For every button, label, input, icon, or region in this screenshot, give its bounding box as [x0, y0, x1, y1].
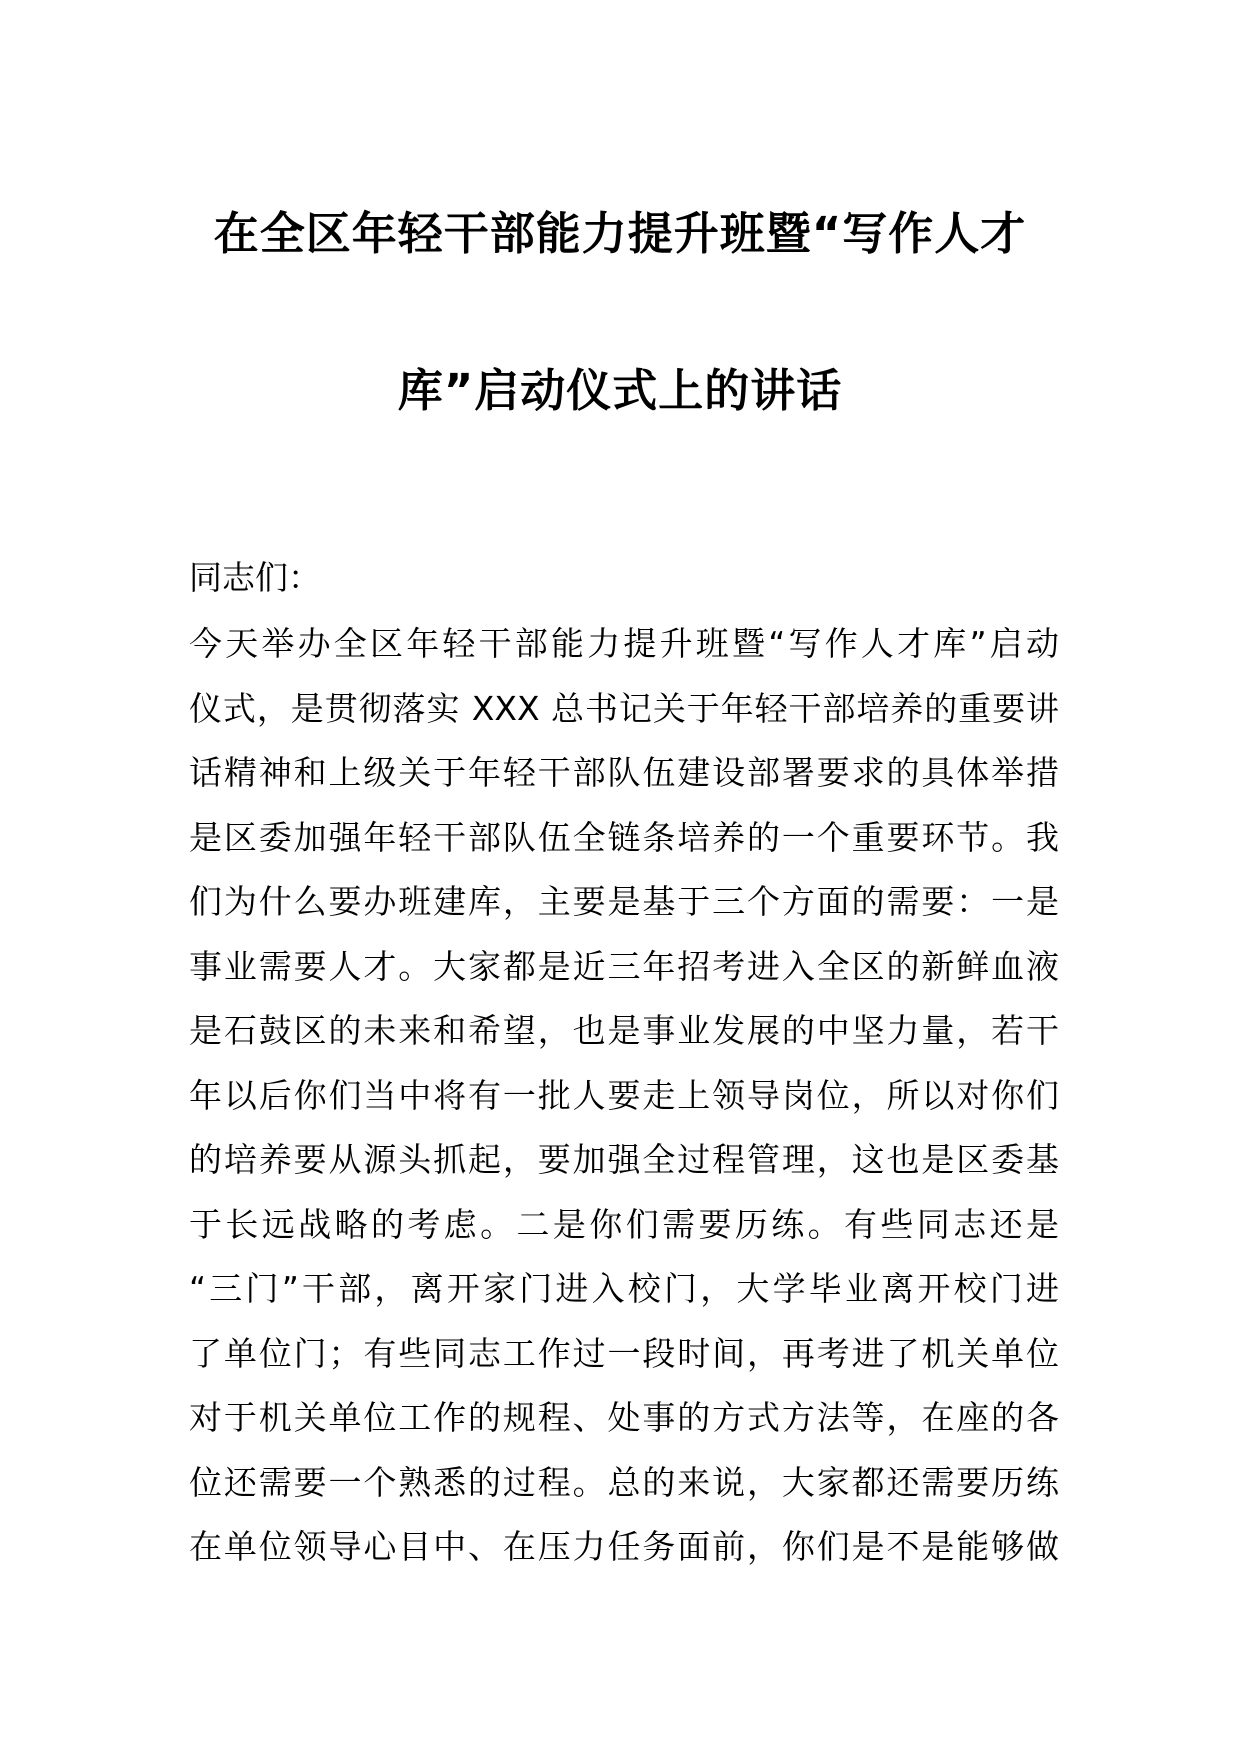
body-line: 的培养要从源头抓起，要加强全过程管理，这也是区委基	[189, 1140, 1059, 1179]
body-line: 今天举办全区年轻干部能力提升班暨“写作人才库”启动	[189, 624, 1059, 663]
body-line: 年以后你们当中将有一批人要走上领导岗位，所以对你们	[189, 1075, 1059, 1115]
document-title-line-2: 库”启动仪式上的讲话	[397, 364, 843, 417]
body-line: 仪式，是贯彻落实 XXX 总书记关于年轻干部培养的重要讲	[189, 688, 1059, 728]
body-line: 是区委加强年轻干部队伍全链条培养的一个重要环节。我	[189, 817, 1059, 857]
body-paragraph	[189, 612, 1059, 1580]
body-line: 位还需要一个熟悉的过程。总的来说，大家都还需要历练	[189, 1462, 1059, 1502]
body-line: 们为什么要办班建库，主要是基于三个方面的需要：一是	[189, 882, 1059, 921]
body-line: 话精神和上级关于年轻干部队伍建设部署要求的具体举措	[189, 753, 1059, 792]
body-line: 了单位门；有些同志工作过一段时间，再考进了机关单位	[189, 1333, 1059, 1373]
body-line: 是石鼓区的未来和希望，也是事业发展的中坚力量，若干	[189, 1011, 1059, 1050]
salutation: 同志们：	[189, 558, 321, 597]
body-line: 对于机关单位工作的规程、处事的方式方法等，在座的各	[189, 1398, 1059, 1437]
body-line: 在单位领导心目中、在压力任务面前，你们是不是能够做	[189, 1527, 1059, 1566]
document-title-line-1: 在全区年轻干部能力提升班暨“写作人才	[213, 207, 1027, 260]
body-line: 于长远战略的考虑。二是你们需要历练。有些同志还是	[189, 1204, 1059, 1244]
body-line: 事业需要人才。大家都是近三年招考进入全区的新鲜血液	[189, 946, 1059, 986]
body-line: “三门”干部，离开家门进入校门，大学毕业离开校门进	[189, 1269, 1059, 1308]
